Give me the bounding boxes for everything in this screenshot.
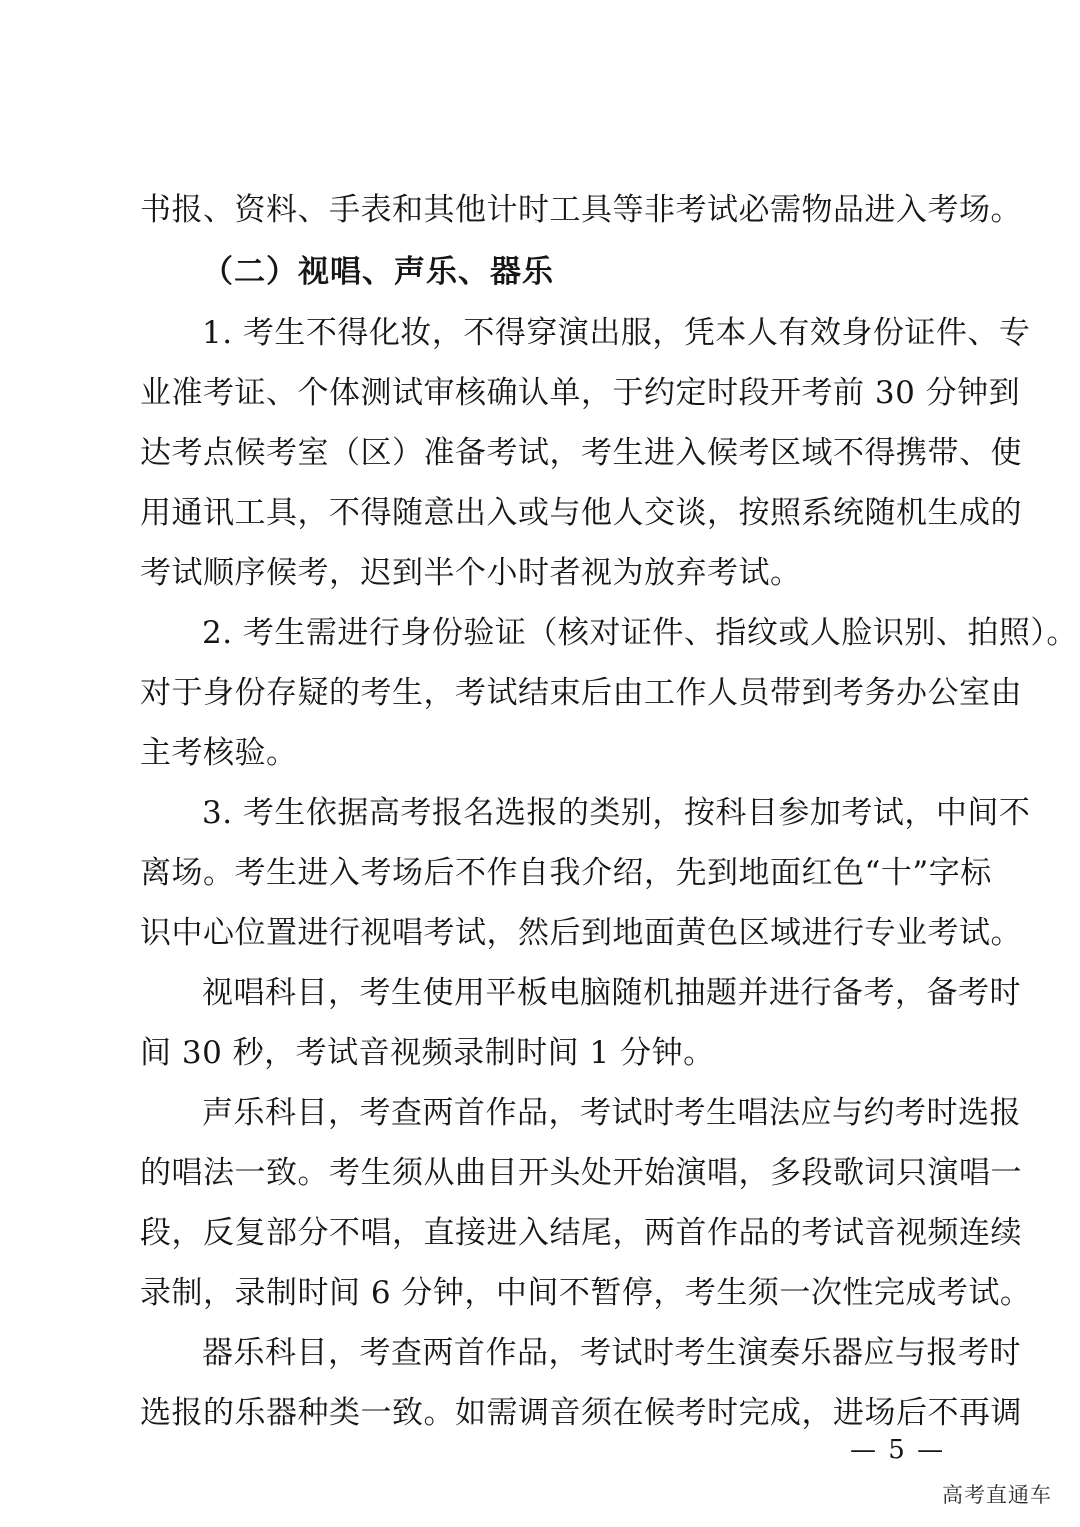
page-number: — 5 — — [850, 1435, 946, 1465]
paragraph-line-13: 识中心位置进行视唱考试，然后到地面黄色区域进行专业考试。 — [140, 915, 1022, 951]
paragraph-line-5: 达考点候考室（区）准备考试，考生进入候考区域不得携带、使 — [140, 435, 1022, 471]
watermark-text: 高考直通车 — [942, 1483, 1052, 1507]
section-heading: （二）视唱、声乐、器乐 — [202, 254, 554, 290]
paragraph-line-14: 视唱科目，考生使用平板电脑随机抽题并进行备考，备考时 — [202, 975, 1021, 1011]
paragraph-line-18: 段，反复部分不唱，直接进入结尾，两首作品的考试音视频连续 — [140, 1215, 1022, 1251]
paragraph-line-3: 1. 考生不得化妆，不得穿演出服，凭本人有效身份证件、专 — [202, 315, 1031, 351]
paragraph-line-1: 书报、资料、手表和其他计时工具等非考试必需物品进入考场。 — [140, 192, 1022, 228]
paragraph-line-20: 器乐科目，考查两首作品，考试时考生演奏乐器应与报考时 — [202, 1335, 1021, 1371]
paragraph-line-6: 用通讯工具，不得随意出入或与他人交谈，按照系统随机生成的 — [140, 495, 1022, 531]
paragraph-line-10: 主考核验。 — [140, 735, 298, 771]
paragraph-line-8: 2. 考生需进行身份验证（核对证件、指纹或人脸识别、拍照）。 — [202, 615, 1078, 651]
paragraph-line-4: 业准考证、个体测试审核确认单，于约定时段开考前 30 分钟到 — [140, 375, 1021, 411]
paragraph-line-9: 对于身份存疑的考生，考试结束后由工作人员带到考务办公室由 — [140, 675, 1022, 711]
paragraph-line-17: 的唱法一致。考生须从曲目开头处开始演唱，多段歌词只演唱一 — [140, 1155, 1022, 1191]
paragraph-line-19: 录制，录制时间 6 分钟，中间不暂停，考生须一次性完成考试。 — [140, 1275, 1032, 1311]
paragraph-line-16: 声乐科目，考查两首作品，考试时考生唱法应与约考时选报 — [202, 1095, 1021, 1131]
paragraph-line-15: 间 30 秒，考试音视频录制时间 1 分钟。 — [140, 1035, 715, 1071]
paragraph-line-12: 离场。考生进入考场后不作自我介绍，先到地面红色“十”字标 — [140, 855, 992, 891]
paragraph-line-11: 3. 考生依据高考报名选报的类别，按科目参加考试，中间不 — [202, 795, 1031, 831]
paragraph-line-21: 选报的乐器种类一致。如需调音须在候考时完成，进场后不再调 — [140, 1395, 1022, 1431]
paragraph-line-7: 考试顺序候考，迟到半个小时者视为放弃考试。 — [140, 555, 802, 591]
